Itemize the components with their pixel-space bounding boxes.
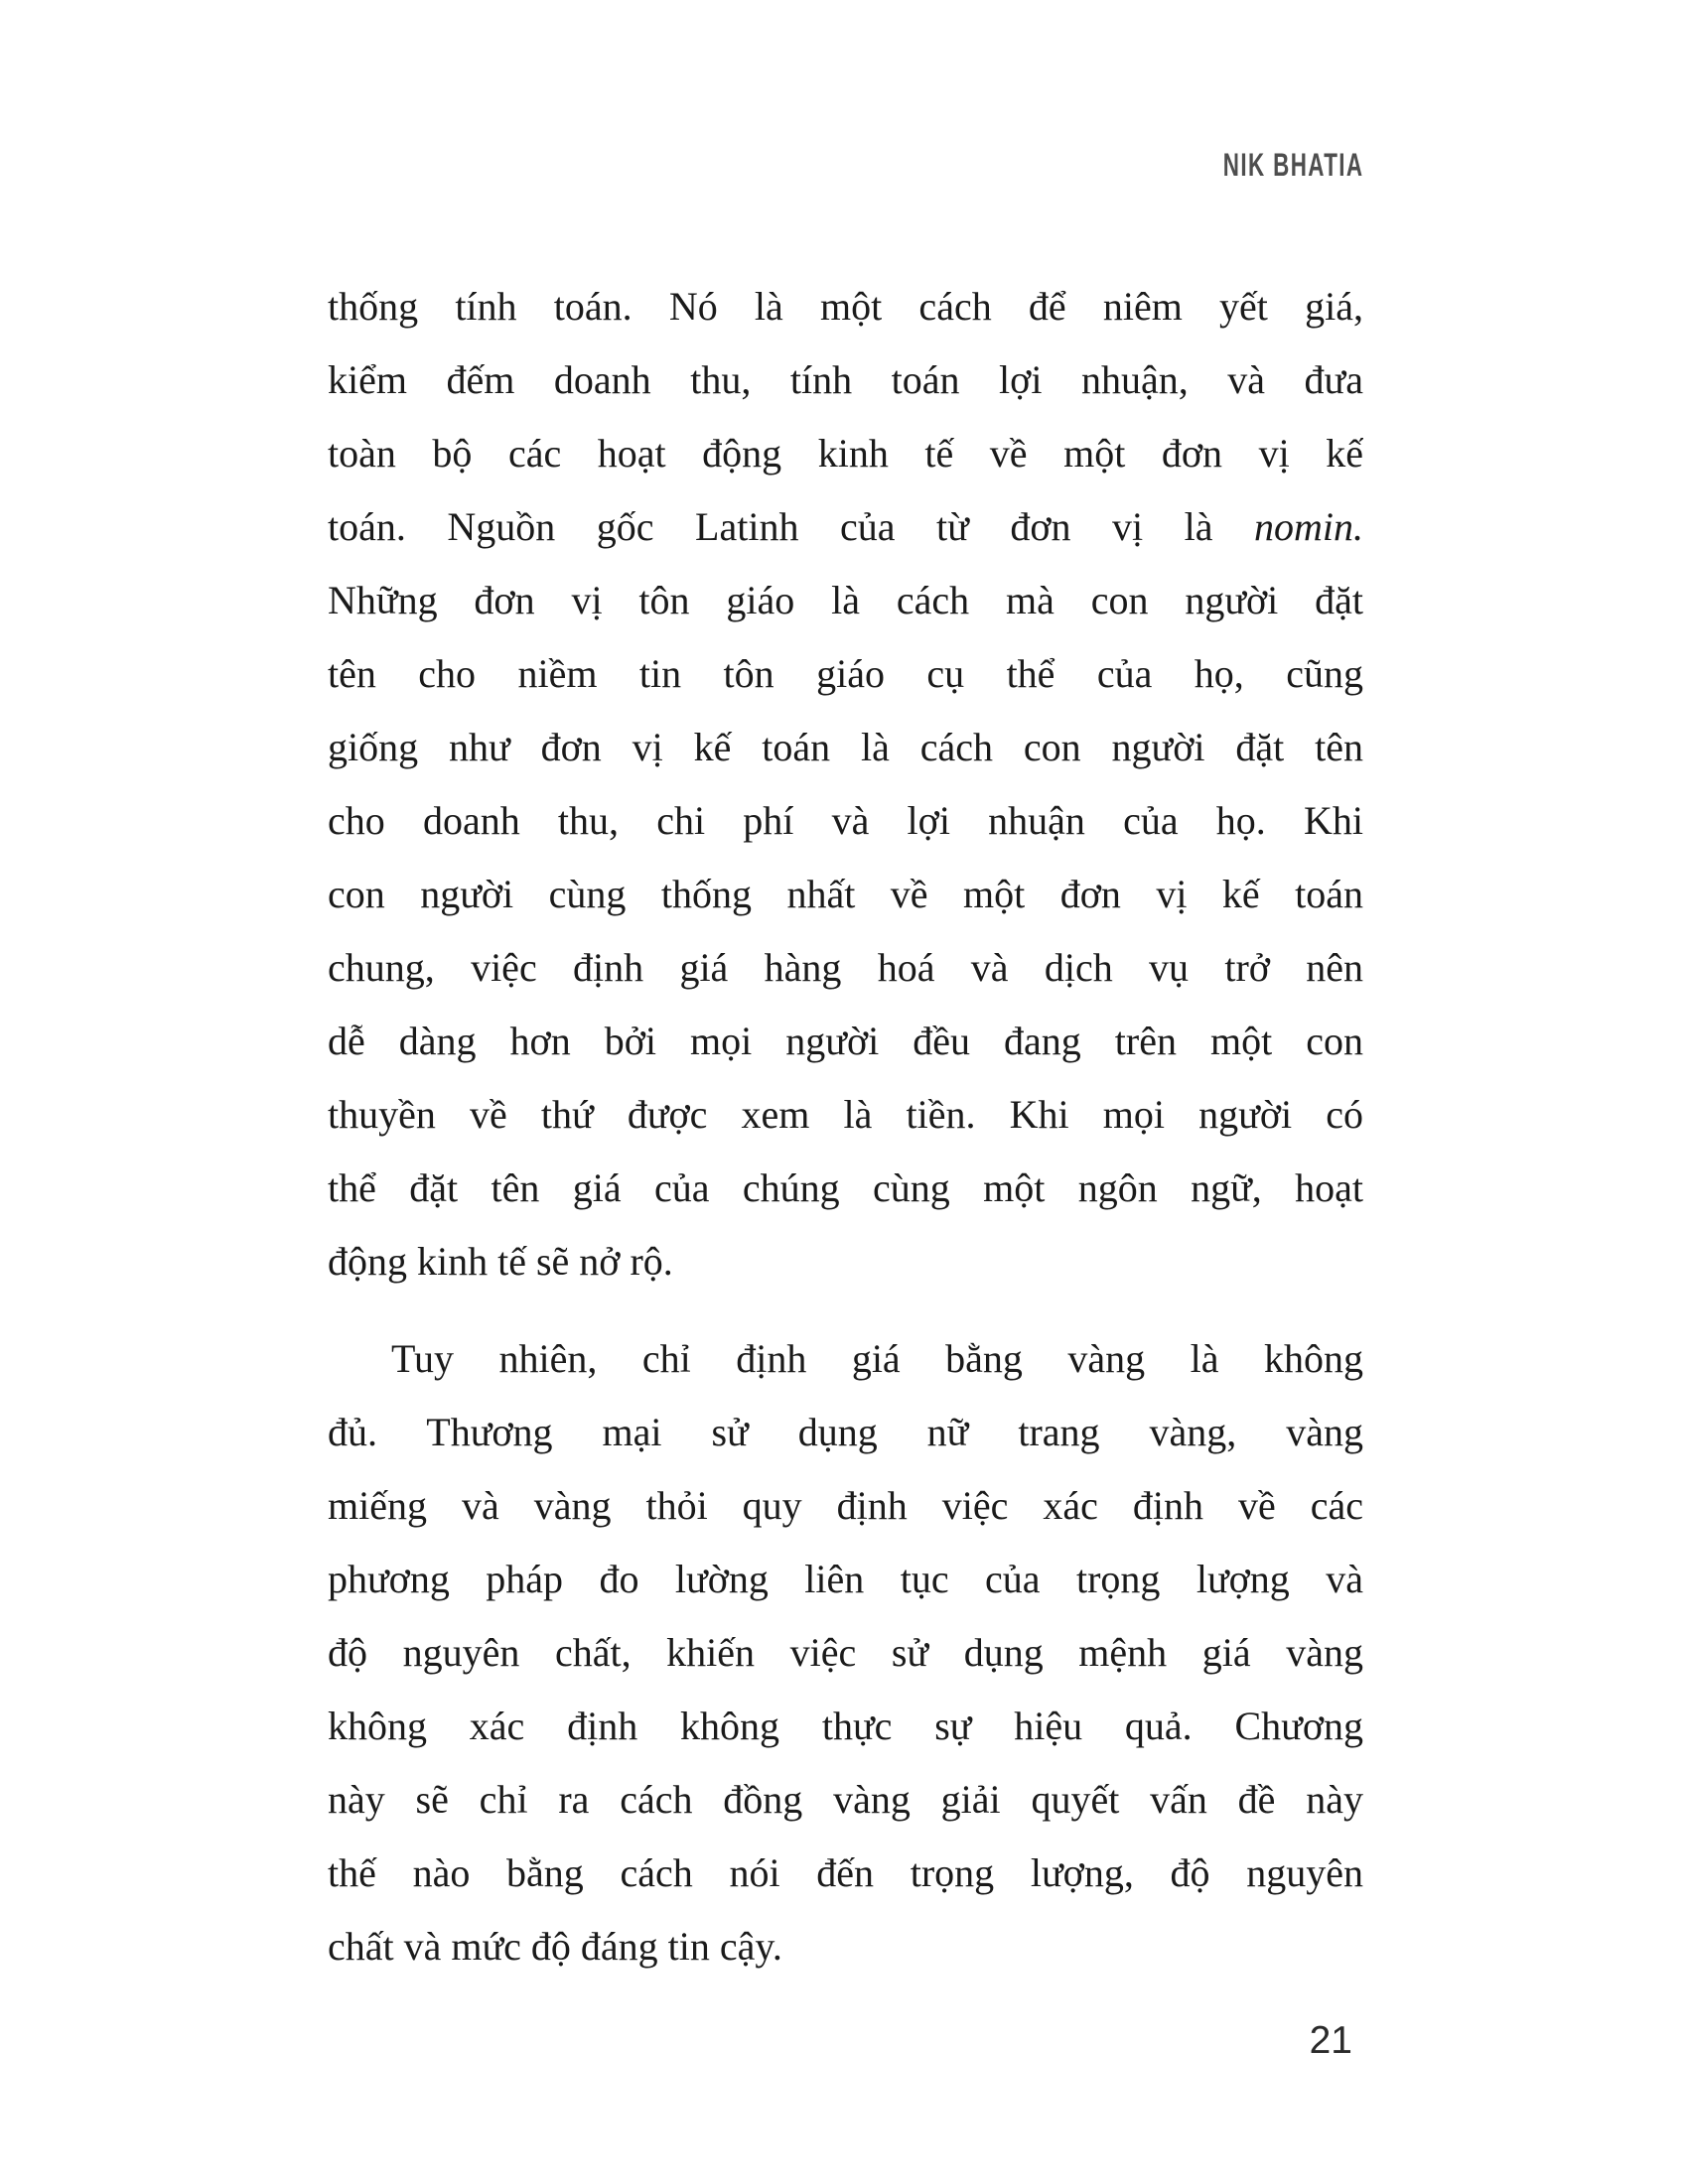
body-line-with-italic <box>328 490 1363 564</box>
body-line: dễ dàng hơn bởi mọi người đều đang trên một con <box>328 1019 1363 1063</box>
body-line: chất và mức độ đáng tin cậy. <box>328 1924 782 1969</box>
body-line: này sẽ chỉ ra cách đồng vàng giải quyết vấn đề này <box>328 1777 1363 1822</box>
body-line: thể đặt tên giá của chúng cùng một ngôn ngữ, hoạt <box>328 1165 1363 1210</box>
body-line: đủ. Thương mại sử dụng nữ trang vàng, vàng <box>328 1410 1363 1454</box>
body-line: con người cùng thống nhất về một đơn vị kế toán <box>328 872 1363 916</box>
body-line: Tuy nhiên, chỉ định giá bằng vàng là không <box>391 1336 1363 1381</box>
running-header-author: NIK BHATIA <box>1222 147 1363 183</box>
body-text <box>328 270 1363 1983</box>
page-number: 21 <box>1309 2019 1352 2062</box>
body-line-segment: toán. Nguồn gốc Latinh của từ đơn vị là <box>328 504 1254 549</box>
body-line: miếng và vàng thỏi quy định việc xác định về các <box>328 1483 1363 1528</box>
body-line: kiểm đếm doanh thu, tính toán lợi nhuận, và đưa <box>328 357 1363 402</box>
body-line: Những đơn vị tôn giáo là cách mà con người đặt <box>328 578 1363 622</box>
body-line: giống như đơn vị kế toán là cách con người đặt tên <box>328 725 1363 769</box>
body-line: động kinh tế sẽ nở rộ. <box>328 1239 673 1284</box>
body-line: thế nào bằng cách nói đến trọng lượng, độ nguyên <box>328 1850 1363 1895</box>
body-line: không xác định không thực sự hiệu quả. Chương <box>328 1704 1363 1748</box>
body-line: toàn bộ các hoạt động kinh tế về một đơn vị kế <box>328 431 1363 476</box>
body-line: độ nguyên chất, khiến việc sử dụng mệnh giá vàng <box>328 1630 1363 1675</box>
body-line: thống tính toán. Nó là một cách để niêm yết giá, <box>328 284 1363 329</box>
paragraph-2 <box>328 1322 1363 1983</box>
body-line: thuyền về thứ được xem là tiền. Khi mọi người có <box>328 1092 1363 1137</box>
italic-term: nomin. <box>1254 504 1363 549</box>
body-line: tên cho niềm tin tôn giáo cụ thể của họ, cũng <box>328 651 1363 696</box>
paragraph-1 <box>328 270 1363 1298</box>
body-line: phương pháp đo lường liên tục của trọng lượng và <box>328 1557 1363 1601</box>
body-line: cho doanh thu, chi phí và lợi nhuận của họ. Khi <box>328 798 1363 843</box>
body-line: chung, việc định giá hàng hoá và dịch vụ trở nên <box>328 945 1363 990</box>
